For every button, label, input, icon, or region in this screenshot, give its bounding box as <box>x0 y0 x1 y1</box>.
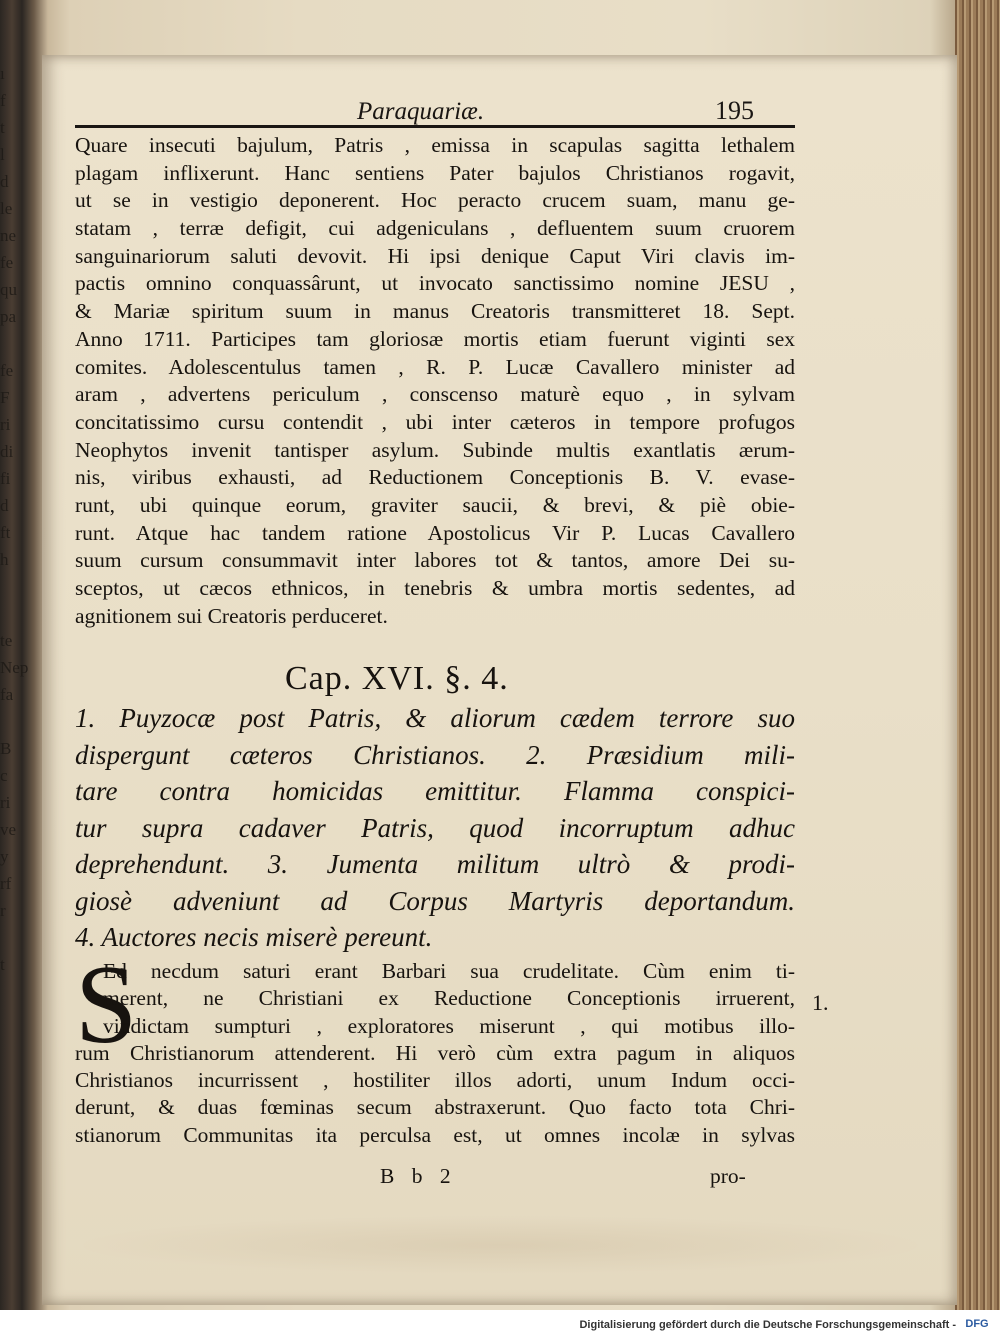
margin-note-number: 1. <box>812 990 829 1015</box>
text-line: Anno 1711. Participes tam gloriosæ mortis etiam fuerunt viginti sex <box>75 326 795 351</box>
text-line: rum Christianorum attenderent. Hi verò cùm extra pagum in aliquos <box>75 1040 795 1065</box>
summary-line: 4. Auctores necis miserè pereunt. <box>75 922 433 952</box>
book-edge <box>955 0 1000 1310</box>
summary-line: tare contra homicidas emittitur. Flamma conspici- <box>75 776 795 806</box>
text-line: agnitionem sui Creatoris perduceret. <box>75 603 388 628</box>
page-number: 195 <box>715 96 754 125</box>
text-line: Christianos incurrissent , hostiliter illos adorti, unum Indum occi- <box>75 1068 795 1093</box>
text-line: nis, viribus exhausti, ad Reductionem Conceptionis B. V. evase- <box>75 465 795 490</box>
text-line: sanguinariorum saluti devovit. Hi ipsi denique Caput Viri clavis im- <box>75 243 795 268</box>
text-line: stianorum Communitas ita perculsa est, ut omnes incolæ in sylvas <box>75 1122 795 1147</box>
chapter-summary <box>75 700 795 956</box>
summary-line: deprehendunt. 3. Jumenta militum ultrò & prodi- <box>75 849 795 879</box>
dfg-logo: DFG <box>965 1318 989 1330</box>
text-line: ut se in vestigio deponerent. Hoc peracto crucem suam, manu ge- <box>75 188 795 213</box>
text-line: runt, ubi quinque eorum, graviter saucii, & brevi, & piè obie- <box>75 492 795 517</box>
text-line: pactis omnino conquassârunt, ut invocato sanctissimo nomine JESU , <box>75 271 795 296</box>
drop-cap: S <box>75 943 138 1067</box>
paragraph-1 <box>75 132 795 630</box>
text-line: merent, ne Christiani ex Reductione Conceptionis irruerent, <box>103 986 795 1011</box>
header-rule <box>75 125 795 128</box>
summary-line: 1. Puyzocæ post Patris, & aliorum cædem terrore suo <box>75 703 795 733</box>
text-line: comites. Adolescentulus tamen , R. P. Lucæ Cavallero minister ad <box>75 354 795 379</box>
summary-line: tur supra cadaver Patris, quod incorruptum adhuc <box>75 812 795 843</box>
paragraph-2 <box>75 958 795 1149</box>
chapter-heading: Cap. XVI. §. 4. <box>285 660 509 697</box>
text-line: Neophytos invenit tantisper asylum. Subinde multis exantlatis ærum- <box>75 437 795 462</box>
text-line: plagam inflixerunt. Hanc sentiens Pater bajulos Christianos rogavit, <box>75 160 795 185</box>
text-line: suum cursum consummavit inter labores tot & tantos, amore Dei su- <box>75 548 795 573</box>
text-line: Ed necdum saturi erant Barbari sua crudelitate. Cùm enim ti- <box>103 959 795 983</box>
text-line: runt. Atque hac tandem ratione Apostolicus Vir P. Lucas Cavallero <box>75 520 795 545</box>
text-line: Quare insecuti bajulum, Patris , emissa in scapulas sagitta lethalem <box>75 133 795 157</box>
catchword: pro- <box>710 1164 746 1188</box>
paper-stain <box>70 1215 930 1275</box>
page-footer-line <box>75 1164 795 1192</box>
text-line: concitatissimo cursu contendit , ubi inter cæteros in tempore profugos <box>75 409 795 434</box>
summary-line: giosè adveniunt ad Corpus Martyris deportandum. <box>75 885 795 916</box>
text-line: statam , terræ defigit, cui adgeniculans , defluentem suum cruorem <box>75 216 795 241</box>
text-line: aram , advertens periculum , conscenso maturè equo , in sylvam <box>75 382 795 407</box>
text-line: derunt, & duas fœminas secum abstraxerunt. Quo facto tota Chri- <box>75 1095 795 1120</box>
summary-line: dispergunt cæteros Christianos. 2. Præsidium mili- <box>75 739 795 770</box>
text-line: & Mariæ spiritum suum in manus Creatoris transmitteret 18. Sept. <box>75 299 795 324</box>
text-line: vindictam sumpturi , exploratores miserunt , qui motibus illo- <box>103 1013 795 1038</box>
text-line: sceptos, ut cæcos ethnicos, in tenebris & umbra mortis sedentes, ad <box>75 576 795 600</box>
facing-page-margin-fragments: ı f t l d le ne fe qu pa fe F ri di fi d ft h te Nep fa B c ri ve y rf r t <box>0 64 29 974</box>
signature-mark: B b 2 <box>380 1164 457 1188</box>
page-header <box>75 98 795 128</box>
running-head: Paraquariæ. <box>357 98 485 125</box>
digitization-notice: Digitalisierung gefördert durch die Deutsche Forschungsgemeinschaft - <box>579 1319 956 1331</box>
